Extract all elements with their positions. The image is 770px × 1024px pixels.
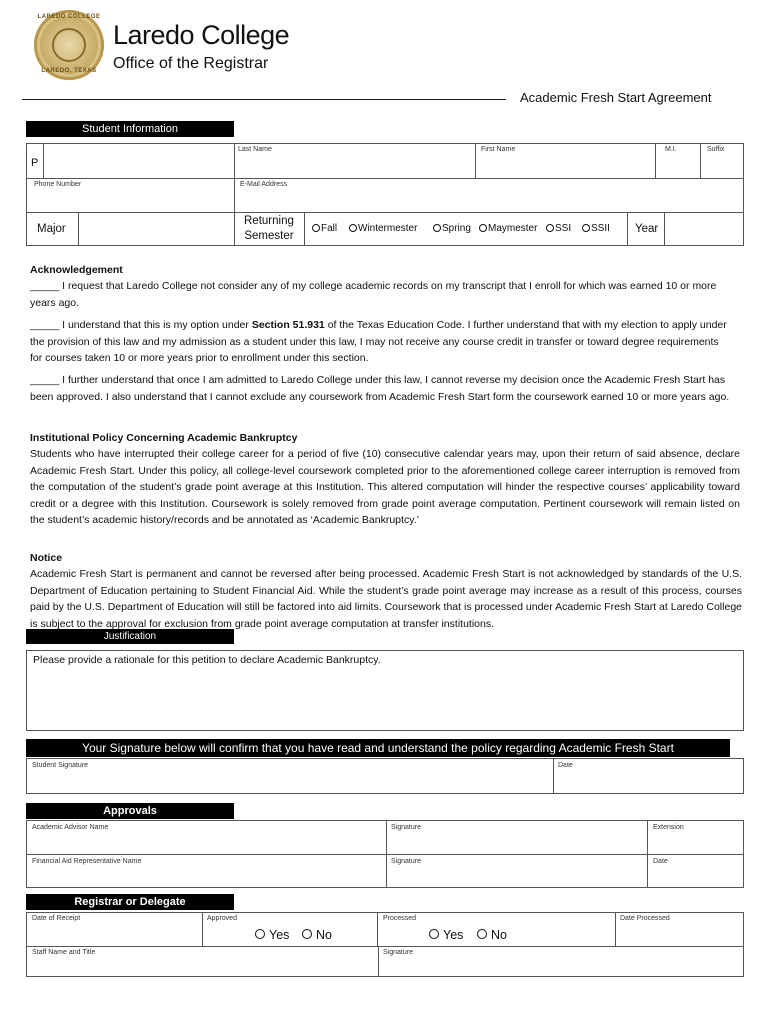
date-receipt-label: Date of Receipt bbox=[32, 915, 81, 922]
radio-approved-yes-icon[interactable] bbox=[255, 929, 265, 939]
seal-emblem bbox=[52, 28, 86, 62]
registrar-signature-label: Signature bbox=[383, 949, 413, 956]
ack-paragraph-1: _____ I request that Laredo College not consider any of my college academic records on my transcript that I enroll for which was earned 10 or more years ago. bbox=[30, 280, 717, 309]
mi-label: M.I. bbox=[665, 146, 677, 153]
approved-no-option[interactable]: No bbox=[302, 928, 332, 942]
p-marker: P bbox=[31, 157, 39, 169]
notice-heading: Notice bbox=[30, 552, 63, 564]
radio-maymester-icon[interactable] bbox=[479, 224, 487, 232]
major-label: Major bbox=[37, 223, 66, 235]
contact-row bbox=[26, 178, 744, 213]
year-label: Year bbox=[635, 223, 659, 235]
ack-paragraph-2: _____ I understand that this is my option under Section 51.931 of the Texas Education Code. I further understand that with my election to apply under the provision of this law and my admission as a student under this law, I may not receive any course credit in transfer or toward degree requirements for courses taken 10 or more years prior to enrollment under this section. bbox=[30, 319, 727, 364]
approved-yes-option[interactable]: Yes bbox=[255, 928, 289, 942]
staff-divider bbox=[378, 946, 379, 977]
finaid-signature-label: Signature bbox=[391, 858, 421, 865]
ack-heading: Acknowledgement bbox=[30, 264, 123, 276]
major-field[interactable] bbox=[78, 212, 235, 246]
seal-text-top: LAREDO COLLEGE bbox=[37, 14, 101, 20]
option-ssi[interactable]: SSI bbox=[546, 223, 571, 234]
last-name-label: Last Name bbox=[238, 146, 272, 153]
option-maymester[interactable]: Maymester bbox=[479, 223, 537, 234]
college-name: Laredo College bbox=[113, 20, 290, 50]
radio-approved-no-icon[interactable] bbox=[302, 929, 312, 939]
policy-heading: Institutional Policy Concerning Academic Bankruptcy bbox=[30, 432, 298, 444]
ack-paragraph-3: _____ I further understand that once I am admitted to Laredo College under this law, I cannot reverse my decision once the Academic Fresh Start has been approved. I also understand that I cannot exclude any coursework from Academic Fresh Start form the coursework earned 10 or more years ago. bbox=[30, 374, 730, 403]
student-signature-label: Student Signature bbox=[32, 762, 89, 769]
extension-label: Extension bbox=[653, 824, 684, 831]
finaid-signature-field[interactable] bbox=[386, 854, 648, 888]
student-date-label: Date bbox=[558, 762, 573, 769]
mi-field[interactable] bbox=[655, 143, 701, 179]
email-label: E-Mail Address bbox=[240, 181, 288, 188]
signature-divider bbox=[553, 758, 554, 794]
header-rule bbox=[22, 99, 506, 100]
radio-fall-icon[interactable] bbox=[312, 224, 320, 232]
processed-yes-option[interactable]: Yes bbox=[429, 928, 463, 942]
approvals-bar: Approvals bbox=[26, 803, 234, 819]
radio-processed-yes-icon[interactable] bbox=[429, 929, 439, 939]
radio-ssii-icon[interactable] bbox=[582, 224, 590, 232]
form-title: Academic Fresh Start Agreement bbox=[520, 90, 712, 105]
college-seal-logo bbox=[34, 10, 104, 80]
option-fall[interactable]: Fall bbox=[312, 223, 337, 234]
option-ssii[interactable]: SSII bbox=[582, 223, 610, 234]
processed-divider bbox=[615, 912, 616, 947]
student-info-bar: Student Information bbox=[26, 121, 234, 137]
approved-label: Approved bbox=[207, 915, 237, 922]
returning-label: Returning bbox=[244, 215, 294, 227]
radio-wintermester-icon[interactable] bbox=[349, 224, 357, 232]
radio-spring-icon[interactable] bbox=[433, 224, 441, 232]
radio-ssi-icon[interactable] bbox=[546, 224, 554, 232]
processed-no-option[interactable]: No bbox=[477, 928, 507, 942]
semester-label: Semester bbox=[244, 230, 294, 242]
contact-divider bbox=[234, 178, 235, 213]
justification-bar: Justification bbox=[26, 629, 234, 644]
staff-name-label: Staff Name and Title bbox=[32, 949, 96, 956]
returning-semester-label bbox=[244, 214, 294, 244]
student-signature-row[interactable] bbox=[26, 758, 744, 794]
policy-body: Students who have interrupted their college career for a period of five (10) consecutive calendar years may, upon their return of said absence, declare Academic Fresh Start. Under this policy, all college-level coursework completed prior to the aforementioned college career interruption is removed from the computation of the student’s grade point average at this Institution. This altered computation will hinder the respective courses’ applicability toward credit or a degree with this Institution. Coursework is solely removed from grade point average computation. Pertinent coursework will remain listed on the student’s academic history/records and be annotated as ‘Academic Bankruptcy.’ bbox=[30, 448, 740, 526]
option-wintermester[interactable]: Wintermester bbox=[349, 223, 417, 234]
signature-bar: Your Signature below will confirm that you have read and understand the policy regarding Academic Fresh Start bbox=[26, 739, 730, 757]
statute-reference: Section 51.931 bbox=[251, 319, 325, 331]
notice-body: Academic Fresh Start is permanent and cannot be reversed after being processed. Academic Fresh Start is not acknowledged by standards of the U.S. Department of Education pertaining to Student Financial Aid. While the student’s grade point average may increase as a result of this process, courses paid by the U.S. Department of Education will still be factored into aid limits. Coursework that is processed under Academic Fresh Start at Laredo College is subject to the approval for exclusion from grade point average computation at transfer institutions. bbox=[30, 568, 742, 630]
advisor-signature-label: Signature bbox=[391, 824, 421, 831]
justification-prompt: Please provide a rationale for this petition to declare Academic Bankruptcy. bbox=[33, 654, 381, 666]
finaid-name-label: Financial Aid Representative Name bbox=[32, 858, 142, 865]
suffix-label: Suffix bbox=[707, 146, 725, 153]
registrar-bar: Registrar or Delegate bbox=[26, 894, 234, 910]
office-name: Office of the Registrar bbox=[113, 55, 269, 72]
phone-label: Phone Number bbox=[34, 181, 82, 188]
radio-processed-no-icon[interactable] bbox=[477, 929, 487, 939]
option-spring[interactable]: Spring bbox=[433, 223, 471, 234]
first-name-label: First Name bbox=[481, 146, 516, 153]
finaid-date-label: Date bbox=[653, 858, 668, 865]
date-processed-label: Date Processed bbox=[620, 915, 670, 922]
seal-text-bottom: LAREDO, TEXAS bbox=[41, 68, 97, 74]
semester-divider bbox=[304, 212, 305, 246]
advisor-signature-field[interactable] bbox=[386, 820, 648, 855]
advisor-name-label: Academic Advisor Name bbox=[32, 824, 109, 831]
processed-label: Processed bbox=[383, 915, 417, 922]
